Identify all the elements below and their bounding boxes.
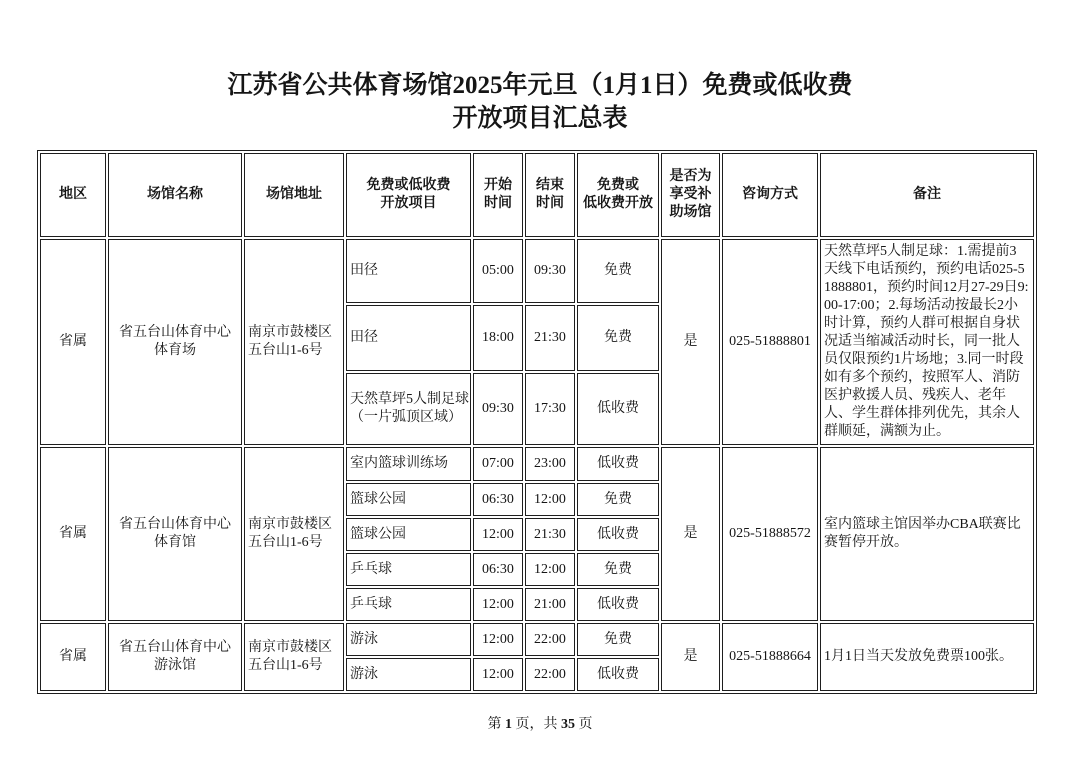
fee-type-cell: 低收费	[577, 658, 659, 691]
item-cell: 乒乓球	[346, 553, 471, 586]
title-line-2: 开放项目汇总表	[452, 105, 628, 132]
start-time-cell: 12:00	[473, 588, 523, 621]
header-venue-address: 场馆地址	[244, 153, 344, 237]
contact-cell: 025-51888572	[722, 447, 818, 621]
table-header-row	[40, 153, 1034, 237]
start-time-cell: 05:00	[473, 239, 523, 303]
venue-address-cell: 南京市鼓楼区 五台山1-6号	[244, 239, 344, 445]
subsidy-cell: 是	[661, 447, 720, 621]
header-fee-type: 免费或 低收费开放	[577, 153, 659, 237]
end-time-cell: 12:00	[525, 483, 575, 516]
table-head	[40, 153, 1034, 237]
item-cell: 乒乓球	[346, 588, 471, 621]
header-end-time: 结束 时间	[525, 153, 575, 237]
end-time-cell: 21:30	[525, 518, 575, 551]
end-time-cell: 09:30	[525, 239, 575, 303]
remark-cell: 1月1日当天发放免费票100张。	[820, 623, 1034, 691]
start-time-cell: 18:00	[473, 305, 523, 371]
table-row	[40, 447, 1034, 481]
venue-name-cell: 省五台山体育中心 体育馆	[108, 447, 242, 621]
header-subsidy: 是否为 享受补 助场馆	[661, 153, 720, 237]
start-time-cell: 06:30	[473, 553, 523, 586]
remark-cell: 天然草坪5人制足球：1.需提前3天线下电话预约，预约电话025-51888801，预约时间12月27-29日9:00-17:00；2.每场活动按最长2小时计算，预约人群可根据自身状况适当缩减活动时长，同一批人员仅限预约1片场地；3.同一时段如有多个预约，按照军人、消防医护救援人员、残疾人、老年人、学生群体排列优先，其余人群顺延，满额为止。	[820, 239, 1034, 445]
header-item: 免费或低收费 开放项目	[346, 153, 471, 237]
header-venue-name: 场馆名称	[108, 153, 242, 237]
table-row	[40, 239, 1034, 303]
title-line-1: 江苏省公共体育场馆2025年元旦（1月1日）免费或低收费	[227, 72, 853, 99]
region-cell: 省属	[40, 623, 106, 691]
fee-type-cell: 免费	[577, 305, 659, 371]
end-time-cell: 12:00	[525, 553, 575, 586]
end-time-cell: 21:00	[525, 588, 575, 621]
venue-address-cell: 南京市鼓楼区 五台山1-6号	[244, 623, 344, 691]
venue-name-cell: 省五台山体育中心 游泳馆	[108, 623, 242, 691]
end-time-cell: 21:30	[525, 305, 575, 371]
footer-suffix: 页	[578, 717, 593, 732]
footer-middle: 页，共	[515, 717, 558, 732]
header-start-time: 开始 时间	[473, 153, 523, 237]
total-page-count: 35	[561, 717, 575, 732]
fee-type-cell: 免费	[577, 553, 659, 586]
fee-type-cell: 低收费	[577, 588, 659, 621]
item-cell: 篮球公园	[346, 518, 471, 551]
end-time-cell: 22:00	[525, 623, 575, 656]
start-time-cell: 06:30	[473, 483, 523, 516]
start-time-cell: 07:00	[473, 447, 523, 481]
end-time-cell: 17:30	[525, 373, 575, 445]
item-cell: 天然草坪5人制足球 （一片弧顶区域）	[346, 373, 471, 445]
item-cell: 篮球公园	[346, 483, 471, 516]
item-cell: 田径	[346, 305, 471, 371]
end-time-cell: 23:00	[525, 447, 575, 481]
header-remark: 备注	[820, 153, 1034, 237]
end-time-cell: 22:00	[525, 658, 575, 691]
start-time-cell: 12:00	[473, 623, 523, 656]
table-body	[40, 239, 1034, 691]
start-time-cell: 09:30	[473, 373, 523, 445]
fee-type-cell: 低收费	[577, 518, 659, 551]
venue-name-cell: 省五台山体育中心 体育场	[108, 239, 242, 445]
start-time-cell: 12:00	[473, 518, 523, 551]
remark-cell: 室内篮球主馆因举办CBA联赛比赛暂停开放。	[820, 447, 1034, 621]
start-time-cell: 12:00	[473, 658, 523, 691]
region-cell: 省属	[40, 447, 106, 621]
page-footer	[0, 715, 1080, 735]
summary-table	[37, 150, 1037, 694]
fee-type-cell: 低收费	[577, 447, 659, 481]
footer-prefix: 第	[487, 717, 502, 732]
fee-type-cell: 免费	[577, 623, 659, 656]
item-cell: 游泳	[346, 623, 471, 656]
subsidy-cell: 是	[661, 239, 720, 445]
fee-type-cell: 免费	[577, 239, 659, 303]
document-title	[0, 69, 1080, 135]
fee-type-cell: 低收费	[577, 373, 659, 445]
item-cell: 室内篮球训练场	[346, 447, 471, 481]
contact-cell: 025-51888801	[722, 239, 818, 445]
header-region: 地区	[40, 153, 106, 237]
contact-cell: 025-51888664	[722, 623, 818, 691]
subsidy-cell: 是	[661, 623, 720, 691]
header-contact: 咨询方式	[722, 153, 818, 237]
table-row	[40, 623, 1034, 656]
item-cell: 田径	[346, 239, 471, 303]
current-page-number: 1	[505, 717, 512, 732]
region-cell: 省属	[40, 239, 106, 445]
item-cell: 游泳	[346, 658, 471, 691]
fee-type-cell: 免费	[577, 483, 659, 516]
venue-address-cell: 南京市鼓楼区 五台山1-6号	[244, 447, 344, 621]
